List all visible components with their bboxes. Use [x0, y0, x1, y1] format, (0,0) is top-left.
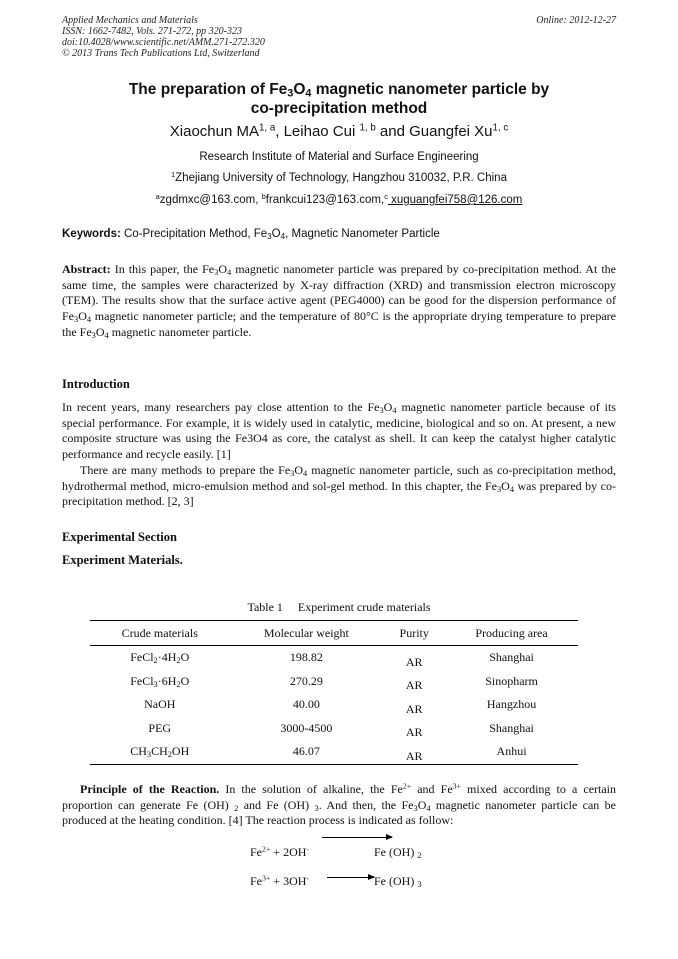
materials-subheading: Experiment Materials. — [62, 553, 183, 567]
equation-2-lhs: $Fe^{3+} + 3OH^-$ — [250, 873, 310, 888]
material-cell: NaOH — [144, 697, 176, 712]
table-row — [90, 670, 578, 694]
material-cell: PEG — [148, 720, 172, 735]
purity-cell: AR — [405, 725, 423, 739]
table-header-row — [90, 621, 578, 646]
experimental-heading: Experimental Section — [62, 530, 177, 544]
paper-title: The preparation of $Fe_3O_4$ magnetic nanometer particle by co-precipitation method — [128, 81, 550, 117]
material-cell: $FeCl_2\cdot 4H_2O$ — [130, 650, 190, 666]
introduction-heading: Introduction — [62, 377, 130, 391]
doi-line: doi:10.4028/www.scientific.net/AMM.271-272.320 — [62, 37, 265, 48]
online-date: Online: 2012-12-27 — [536, 15, 616, 26]
reaction-arrow — [327, 877, 374, 878]
column-header: Molecular weight — [229, 621, 383, 646]
area-cell: Shanghai — [489, 720, 534, 735]
institute-affiliation: Research Institute of Material and Surface Engineering — [199, 151, 479, 163]
table-caption: Table 1 Experiment crude materials — [247, 600, 431, 614]
abstract: Abstract: In this paper, the $Fe_3O_4$ magnetic nanometer particle was prepared by co-precipitation method. At the same time, the samples were characterized by X-ray diffraction (XRD) and transmission electron microscopy (TEM). The results show that the surface active agent (PEG4000) can be good for the dispersion performance of $Fe_3O_4$ magnetic nanometer particle; and the temperature of 80°C is the appropriate drying temperature to prepare the $Fe_3O_4$ magnetic nanometer particle. — [62, 262, 616, 340]
purity-cell: AR — [405, 678, 423, 692]
weight-cell: 40.00 — [292, 697, 320, 712]
table-row — [90, 740, 578, 764]
principle-paragraph: Principle of the Reaction. In the solution of alkaline, the $Fe^{2+}$ and $Fe^{3+}$ mixed according to a certain proportion can generate Fe (OH) $_2$ and Fe (OH) $_3$. And then, the $Fe_3O_4$ magnetic nanometer particle can be produced at the heating condition. [4] The reaction process is indicated as follow: — [62, 781, 617, 828]
purity-cell: AR — [383, 740, 445, 764]
column-header: Crude materials — [90, 621, 229, 646]
area-cell: Shanghai — [489, 650, 534, 665]
column-header: Producing area — [445, 621, 578, 646]
material-cell: $FeCl_3\cdot 6H_2O$ — [130, 673, 190, 689]
keywords: Keywords: Co-Precipitation Method, $Fe_3O_4$, Magnetic Nanometer Particle — [62, 228, 440, 241]
copyright-line: © 2013 Trans Tech Publications Ltd, Switzerland — [62, 48, 260, 59]
purity-cell: AR — [405, 701, 423, 716]
weight-cell: 46.07 — [229, 740, 383, 764]
weight-cell: 3000-4500 — [280, 720, 333, 735]
journal-name: Applied Mechanics and Materials — [62, 15, 198, 26]
author-emails: $^a$zgdmxc@163.com, $^b$frankcui123@163.com,$^c$ xuguangfei758@126.com — [155, 191, 523, 206]
column-header: Purity — [383, 621, 445, 646]
materials-table — [90, 620, 578, 765]
introduction-paragraph-1: In recent years, many researchers pay close attention to the $Fe_3O_4$ magnetic nanometer particle because of its special performance. For example, it is widely used in catalytic, medicine, biological and so on. At present, a new composite structure was using the Fe3O4 as core, the catalyst as shell. It can keep the catalyst higher catalytic performance and recycle easily. [1] — [62, 400, 616, 462]
purity-cell: AR — [405, 654, 423, 669]
weight-cell: 198.82 — [289, 650, 323, 665]
area-cell: Sinopharm — [485, 673, 538, 688]
reaction-arrow — [322, 837, 392, 838]
table-row — [90, 693, 578, 717]
equation-1-rhs: Fe (OH) $_2$ — [374, 845, 422, 861]
issn-line: ISSN: 1662-7482, Vols. 271-272, pp 320-323 — [62, 26, 242, 37]
introduction-paragraph-2: There are many methods to prepare the $Fe_3O_4$ magnetic nanometer particle, such as co-precipitation method, hydrothermal method, micro-emulsion method and sol-gel method. In this chapter, the $Fe_3O_4$ was prepared by co-precipitation method. [2, 3] — [62, 463, 616, 509]
weight-cell: 270.29 — [289, 673, 323, 688]
area-cell: Anhui — [445, 740, 578, 764]
area-cell: Hangzhou — [486, 697, 537, 712]
equation-1-lhs: $Fe^{2+} + 2OH^-$ — [250, 844, 310, 859]
table-row — [90, 646, 578, 670]
author-list: Xiaochun MA$^{1, a}$, Leihao Cui $^{1, b}$ and Guangfei Xu$^{1, c}$ — [169, 122, 509, 140]
equation-2-rhs: Fe (OH) $_3$ — [374, 874, 422, 890]
material-cell: $CH_3CH_2OH$ — [90, 740, 229, 764]
university-affiliation: $^1$Zhejiang University of Technology, Hangzhou 310032, P.R. China — [171, 169, 507, 184]
journal-header — [62, 15, 265, 59]
table-row — [90, 717, 578, 741]
